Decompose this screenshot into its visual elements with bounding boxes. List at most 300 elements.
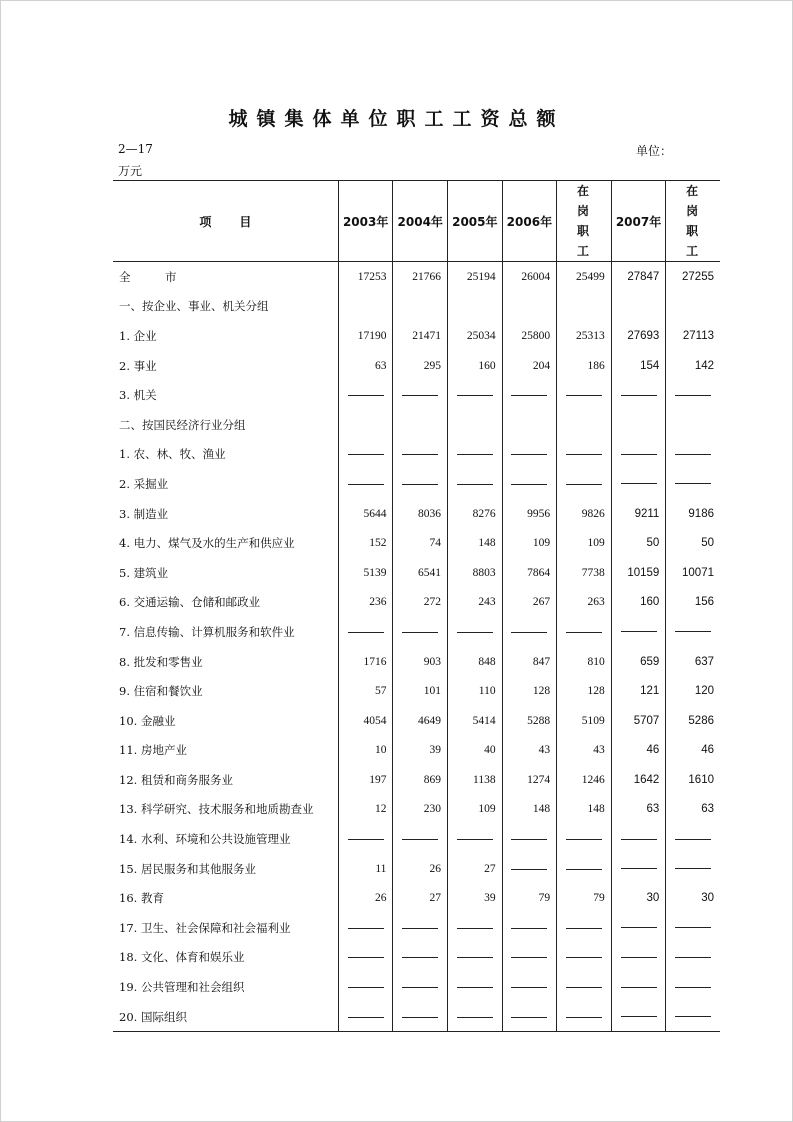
dash-mark (402, 454, 438, 455)
header-onpost-2007-line1: 在 岗 (686, 184, 709, 218)
value-cell: 659 (611, 647, 666, 677)
table-row (113, 321, 720, 351)
value-cell: 63 (666, 795, 720, 825)
value-cell: 847 (502, 647, 557, 677)
dash-mark (675, 454, 711, 455)
dash-mark (457, 839, 493, 840)
dash-mark (348, 1017, 384, 1018)
dash-mark (457, 632, 493, 633)
row-label: 2. 采掘业 (119, 476, 169, 491)
value-cell: 110 (448, 676, 503, 706)
empty-dash (393, 1002, 448, 1032)
value-cell: 27255 (666, 262, 720, 292)
empty-dash (557, 943, 612, 973)
value-cell: 7864 (502, 558, 557, 588)
value-cell: 160 (611, 588, 666, 618)
empty-dash (557, 913, 612, 943)
dash-mark (402, 957, 438, 958)
table-row (113, 558, 720, 588)
row-label: 9. 住宿和餐饮业 (119, 684, 203, 699)
value-cell: 27693 (611, 321, 666, 351)
dash-mark (402, 395, 438, 396)
row-label: 8. 批发和零售业 (119, 654, 203, 669)
value-cell: 5644 (338, 499, 393, 529)
value-cell: 272 (393, 588, 448, 618)
empty-dash (666, 1002, 720, 1032)
row-label: 20. 国际组织 (119, 1009, 187, 1024)
value-cell: 79 (502, 883, 557, 913)
dash-mark (675, 957, 711, 958)
dash-mark (511, 928, 547, 929)
table-row (113, 943, 720, 973)
value-cell: 109 (557, 528, 612, 558)
dash-mark (621, 1016, 657, 1017)
dash-mark (348, 928, 384, 929)
empty-dash (502, 824, 557, 854)
table-row (113, 854, 720, 884)
empty-dash (611, 972, 666, 1002)
empty-dash (502, 469, 557, 499)
empty-dash (557, 824, 612, 854)
row-label: 19. 公共管理和社会组织 (119, 980, 245, 995)
dash-mark (675, 631, 711, 632)
row-label: 18. 文化、体育和娱乐业 (119, 950, 245, 965)
value-cell: 27113 (666, 321, 720, 351)
value-cell: 8036 (393, 499, 448, 529)
header-item-a: 项 (199, 214, 212, 229)
value-cell: 11 (338, 854, 393, 884)
empty-dash (338, 440, 393, 470)
wage-table (113, 180, 720, 1032)
empty-dash (448, 972, 503, 1002)
empty-dash (557, 972, 612, 1002)
empty-dash (448, 440, 503, 470)
table-row (113, 528, 720, 558)
row-label: 7. 信息传输、计算机服务和软件业 (119, 624, 295, 639)
table-row (113, 588, 720, 618)
value-cell: 243 (448, 588, 503, 618)
value-cell: 109 (448, 795, 503, 825)
header-onpost-2007 (666, 181, 720, 262)
empty-dash (611, 824, 666, 854)
dash-mark (511, 839, 547, 840)
dash-mark (566, 869, 602, 870)
value-cell: 263 (557, 588, 612, 618)
blank-cell (611, 292, 666, 322)
empty-dash (666, 440, 720, 470)
dash-mark (566, 987, 602, 988)
empty-dash (393, 617, 448, 647)
table-row (113, 380, 720, 410)
empty-dash (502, 380, 557, 410)
value-cell: 903 (393, 647, 448, 677)
value-cell: 160 (448, 351, 503, 381)
row-label: 3. 机关 (119, 388, 157, 403)
table-row (113, 706, 720, 736)
table-row (113, 913, 720, 943)
value-cell: 43 (557, 736, 612, 766)
empty-dash (448, 617, 503, 647)
value-cell: 10071 (666, 558, 720, 588)
dash-mark (566, 395, 602, 396)
table-row (113, 440, 720, 470)
empty-dash (338, 1002, 393, 1032)
empty-dash (393, 469, 448, 499)
value-cell: 43 (502, 736, 557, 766)
value-cell: 230 (393, 795, 448, 825)
value-cell: 152 (338, 528, 393, 558)
value-cell: 8803 (448, 558, 503, 588)
table-row (113, 1002, 720, 1032)
empty-dash (557, 854, 612, 884)
dash-mark (348, 839, 384, 840)
dash-mark (457, 1017, 493, 1018)
blank-cell (557, 292, 612, 322)
value-cell: 1246 (557, 765, 612, 795)
row-label: 全 市 (119, 269, 177, 284)
empty-dash (393, 972, 448, 1002)
value-cell: 27 (393, 883, 448, 913)
dash-mark (621, 927, 657, 928)
value-cell: 5414 (448, 706, 503, 736)
unit-value: 万元 (118, 164, 143, 178)
empty-dash (393, 380, 448, 410)
value-cell: 27 (448, 854, 503, 884)
empty-dash (557, 1002, 612, 1032)
row-label: 6. 交通运输、仓储和邮政业 (119, 595, 261, 610)
value-cell: 5707 (611, 706, 666, 736)
empty-dash (448, 913, 503, 943)
table-number: 2—17 (118, 142, 153, 156)
value-cell: 5109 (557, 706, 612, 736)
table-header-row (113, 181, 720, 262)
empty-dash (502, 972, 557, 1002)
header-2006: 2006年 (502, 181, 557, 262)
blank-cell (611, 410, 666, 440)
row-label: 10. 金融业 (119, 713, 176, 728)
empty-dash (338, 972, 393, 1002)
dash-mark (566, 839, 602, 840)
value-cell: 637 (666, 647, 720, 677)
blank-cell (338, 292, 393, 322)
dash-mark (348, 454, 384, 455)
value-cell: 7738 (557, 558, 612, 588)
value-cell: 148 (557, 795, 612, 825)
header-onpost-2007-line2: 职 工 (686, 224, 709, 258)
value-cell: 25499 (557, 262, 612, 292)
dash-mark (402, 1017, 438, 1018)
empty-dash (448, 1002, 503, 1032)
empty-dash (666, 824, 720, 854)
empty-dash (338, 617, 393, 647)
value-cell: 50 (611, 528, 666, 558)
empty-dash (611, 943, 666, 973)
dash-mark (457, 987, 493, 988)
value-cell: 121 (611, 676, 666, 706)
empty-dash (611, 1002, 666, 1032)
empty-dash (666, 913, 720, 943)
empty-dash (448, 824, 503, 854)
blank-cell (393, 410, 448, 440)
table-row (113, 499, 720, 529)
dash-mark (621, 957, 657, 958)
value-cell: 9956 (502, 499, 557, 529)
value-cell: 39 (393, 736, 448, 766)
value-cell: 30 (666, 883, 720, 913)
empty-dash (666, 617, 720, 647)
blank-cell (502, 292, 557, 322)
row-label: 一、按企业、事业、机关分组 (119, 299, 269, 314)
empty-dash (557, 469, 612, 499)
value-cell: 5286 (666, 706, 720, 736)
table-row (113, 351, 720, 381)
row-label: 16. 教育 (119, 891, 164, 906)
dash-mark (621, 483, 657, 484)
dash-mark (566, 957, 602, 958)
table-row (113, 292, 720, 322)
table-row (113, 795, 720, 825)
dash-mark (566, 484, 602, 485)
row-label: 2. 事业 (119, 358, 157, 373)
blank-cell (557, 410, 612, 440)
table-row (113, 469, 720, 499)
empty-dash (611, 440, 666, 470)
table-row (113, 647, 720, 677)
value-cell: 17190 (338, 321, 393, 351)
empty-dash (393, 913, 448, 943)
value-cell: 26004 (502, 262, 557, 292)
value-cell: 25313 (557, 321, 612, 351)
header-2005: 2005年 (448, 181, 503, 262)
value-cell: 154 (611, 351, 666, 381)
empty-dash (502, 854, 557, 884)
dash-mark (566, 1017, 602, 1018)
dash-mark (511, 395, 547, 396)
row-label: 14. 水利、环境和公共设施管理业 (119, 832, 291, 847)
value-cell: 46 (611, 736, 666, 766)
empty-dash (611, 913, 666, 943)
value-cell: 12 (338, 795, 393, 825)
value-cell: 197 (338, 765, 393, 795)
value-cell: 25034 (448, 321, 503, 351)
dash-mark (621, 987, 657, 988)
row-label: 1. 企业 (119, 328, 157, 343)
dash-mark (675, 395, 711, 396)
value-cell: 148 (448, 528, 503, 558)
header-2007: 2007年 (611, 181, 666, 262)
empty-dash (666, 854, 720, 884)
value-cell: 21471 (393, 321, 448, 351)
dash-mark (675, 483, 711, 484)
value-cell: 156 (666, 588, 720, 618)
dash-mark (511, 632, 547, 633)
empty-dash (338, 380, 393, 410)
dash-mark (457, 484, 493, 485)
row-label: 1. 农、林、牧、渔业 (119, 447, 226, 462)
dash-mark (511, 484, 547, 485)
dash-mark (621, 454, 657, 455)
empty-dash (611, 380, 666, 410)
dash-mark (675, 1016, 711, 1017)
value-cell: 148 (502, 795, 557, 825)
value-cell: 26 (338, 883, 393, 913)
value-cell: 109 (502, 528, 557, 558)
dash-mark (621, 839, 657, 840)
dash-mark (675, 839, 711, 840)
value-cell: 848 (448, 647, 503, 677)
value-cell: 8276 (448, 499, 503, 529)
value-cell: 1716 (338, 647, 393, 677)
header-onpost-2006-line2: 职 工 (576, 224, 599, 258)
header-2004: 2004年 (393, 181, 448, 262)
value-cell: 39 (448, 883, 503, 913)
unit-label: 单位： (636, 144, 673, 158)
header-item-b: 目 (239, 214, 252, 229)
value-cell: 810 (557, 647, 612, 677)
value-cell: 30 (611, 883, 666, 913)
dash-mark (402, 987, 438, 988)
dash-mark (675, 868, 711, 869)
value-cell: 1274 (502, 765, 557, 795)
row-label: 13. 科学研究、技术服务和地质勘查业 (119, 802, 314, 817)
dash-mark (621, 631, 657, 632)
blank-cell (448, 292, 503, 322)
value-cell: 5139 (338, 558, 393, 588)
empty-dash (502, 913, 557, 943)
empty-dash (448, 943, 503, 973)
value-cell: 25194 (448, 262, 503, 292)
dash-mark (457, 454, 493, 455)
empty-dash (502, 617, 557, 647)
dash-mark (348, 987, 384, 988)
value-cell: 74 (393, 528, 448, 558)
table-row (113, 617, 720, 647)
blank-cell (448, 410, 503, 440)
row-label: 二、按国民经济行业分组 (119, 417, 246, 432)
table-row (113, 972, 720, 1002)
value-cell: 4649 (393, 706, 448, 736)
value-cell: 57 (338, 676, 393, 706)
value-cell: 267 (502, 588, 557, 618)
value-cell: 1138 (448, 765, 503, 795)
value-cell: 142 (666, 351, 720, 381)
value-cell: 40 (448, 736, 503, 766)
empty-dash (338, 824, 393, 854)
dash-mark (566, 928, 602, 929)
value-cell: 26 (393, 854, 448, 884)
document-title: 城镇集体单位职工工资总额 (228, 108, 565, 130)
header-2003: 2003年 (338, 181, 393, 262)
empty-dash (502, 440, 557, 470)
value-cell: 128 (502, 676, 557, 706)
value-cell: 1642 (611, 765, 666, 795)
dash-mark (621, 395, 657, 396)
row-label: 5. 建筑业 (119, 565, 169, 580)
value-cell: 9186 (666, 499, 720, 529)
value-cell: 186 (557, 351, 612, 381)
empty-dash (502, 1002, 557, 1032)
dash-mark (566, 454, 602, 455)
table-body (113, 262, 720, 1032)
empty-dash (393, 440, 448, 470)
blank-cell (666, 410, 720, 440)
value-cell: 79 (557, 883, 612, 913)
empty-dash (611, 617, 666, 647)
value-cell: 10 (338, 736, 393, 766)
empty-dash (557, 380, 612, 410)
empty-dash (666, 469, 720, 499)
value-cell: 101 (393, 676, 448, 706)
empty-dash (666, 943, 720, 973)
header-onpost-2006-line1: 在 岗 (576, 184, 599, 218)
value-cell: 46 (666, 736, 720, 766)
row-label: 4. 电力、煤气及水的生产和供应业 (119, 536, 295, 551)
value-cell: 5288 (502, 706, 557, 736)
dash-mark (675, 927, 711, 928)
value-cell: 869 (393, 765, 448, 795)
dash-mark (566, 632, 602, 633)
blank-cell (502, 410, 557, 440)
blank-cell (338, 410, 393, 440)
dash-mark (348, 395, 384, 396)
value-cell: 6541 (393, 558, 448, 588)
dash-mark (511, 957, 547, 958)
dash-mark (457, 395, 493, 396)
dash-mark (348, 957, 384, 958)
value-cell: 1610 (666, 765, 720, 795)
dash-mark (621, 868, 657, 869)
row-label: 12. 租赁和商务服务业 (119, 772, 233, 787)
empty-dash (557, 440, 612, 470)
empty-dash (448, 380, 503, 410)
blank-cell (666, 292, 720, 322)
header-item (113, 181, 338, 262)
empty-dash (666, 972, 720, 1002)
value-cell: 10159 (611, 558, 666, 588)
row-label: 17. 卫生、社会保障和社会福利业 (119, 920, 291, 935)
value-cell: 128 (557, 676, 612, 706)
value-cell: 295 (393, 351, 448, 381)
empty-dash (338, 943, 393, 973)
value-cell: 9826 (557, 499, 612, 529)
empty-dash (611, 854, 666, 884)
table-row (113, 736, 720, 766)
table-row (113, 765, 720, 795)
value-cell: 9211 (611, 499, 666, 529)
dash-mark (348, 632, 384, 633)
value-cell: 204 (502, 351, 557, 381)
dash-mark (511, 869, 547, 870)
value-cell: 25800 (502, 321, 557, 351)
value-cell: 21766 (393, 262, 448, 292)
dash-mark (511, 1017, 547, 1018)
table-row (113, 824, 720, 854)
row-label: 15. 居民服务和其他服务业 (119, 861, 256, 876)
dash-mark (402, 632, 438, 633)
empty-dash (393, 824, 448, 854)
table-row (113, 883, 720, 913)
dash-mark (348, 484, 384, 485)
header-onpost-2006 (557, 181, 612, 262)
dash-mark (457, 928, 493, 929)
empty-dash (338, 469, 393, 499)
empty-dash (393, 943, 448, 973)
value-cell: 63 (611, 795, 666, 825)
empty-dash (557, 617, 612, 647)
empty-dash (611, 469, 666, 499)
value-cell: 27847 (611, 262, 666, 292)
value-cell: 63 (338, 351, 393, 381)
